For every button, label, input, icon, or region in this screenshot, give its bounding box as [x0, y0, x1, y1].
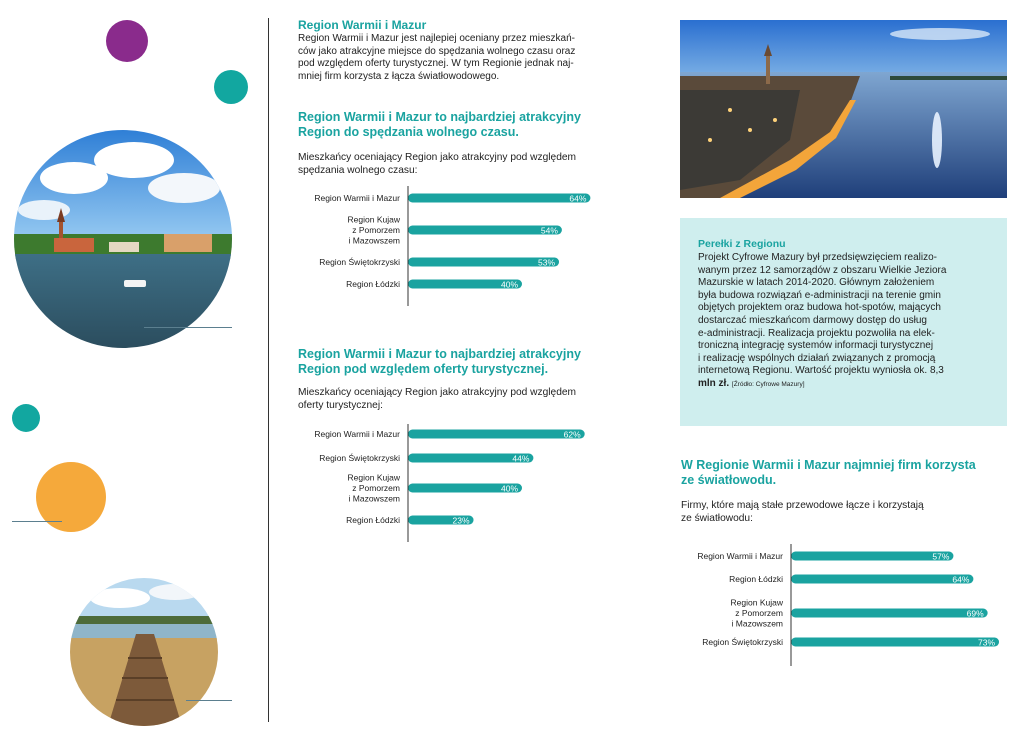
deco-rule-3 — [186, 700, 232, 701]
bar-value-label: 62% — [563, 429, 581, 440]
category-label: Region Warmii i Mazur — [314, 193, 400, 203]
category-label: i Mazowszem — [348, 493, 400, 504]
bar — [408, 258, 559, 267]
night-town-photo — [680, 20, 1007, 198]
panel-line: internetową Regionu. Wartość projektu wyniosła ok. 8,3 — [698, 365, 944, 377]
section1-subtitle-line: Mieszkańcy oceniający Region jako atrakcyjny pod względem — [298, 152, 577, 163]
panel-line: dostarczać mieszkańcom darmowy dostęp do usług — [698, 314, 927, 326]
bar-value-label: 40% — [500, 279, 518, 290]
bar-value-label: 53% — [538, 257, 556, 268]
teal-circle-mid — [12, 404, 40, 432]
panel-line: objętych projektem oraz budowa hot-spotów, mających — [698, 302, 941, 314]
section3-heading — [681, 458, 1011, 488]
panel-last-line — [698, 378, 993, 392]
bar-value-label: 69% — [966, 608, 984, 619]
category-label: Region Warmii i Mazur — [314, 429, 400, 439]
chart-tourism — [298, 420, 628, 546]
purple-circle — [106, 20, 148, 62]
section1-subtitle-line: spędzania wolnego czasu: — [298, 164, 418, 176]
deco-rule-2 — [12, 521, 62, 522]
section1-heading-line: Region Warmii i Mazur to najbardziej atrakcyjny — [298, 110, 581, 124]
section1-heading-line: Region do spędzania wolnego czasu. — [298, 125, 519, 139]
intro-line: mniej firm korzysta z łącza światłowodowego. — [298, 70, 500, 82]
intro-line: pod względem oferty turystycznej. W tym Regionie jednak naj- — [298, 58, 574, 70]
bar — [791, 638, 999, 647]
chart-leisure — [298, 182, 628, 312]
panel-line: e-administracji. Realizacja projektu pozwoliła na elek- — [698, 327, 935, 339]
bar-value-label: 40% — [500, 483, 518, 494]
chart-leisure-svg — [298, 182, 628, 312]
panel-title: Perełki z Regionu — [698, 238, 786, 250]
bar-value-label: 73% — [978, 637, 996, 648]
bar — [791, 609, 988, 618]
category-label: z Pomorzem — [735, 608, 783, 618]
category-label: z Pomorzem — [352, 225, 400, 235]
chart-fiber-svg — [681, 540, 1011, 670]
panel-line: troniczną integrację systemów informacji turystycznej — [698, 340, 934, 352]
bar — [408, 226, 562, 235]
category-label: Region Świętokrzyski — [319, 453, 400, 463]
section3-subtitle-line: ze światłowodu: — [681, 512, 753, 524]
category-label: i Mazowszem — [348, 235, 400, 246]
intro-line: Region Warmii i Mazur jest najlepiej oceniany przez mieszkań- — [298, 33, 575, 44]
section2-subtitle — [298, 387, 638, 412]
section2-heading — [298, 347, 638, 377]
category-label: Region Świętokrzyski — [319, 257, 400, 267]
bar-value-label: 44% — [512, 453, 530, 464]
section1-heading — [298, 110, 638, 140]
column-divider — [268, 18, 269, 722]
bar — [408, 194, 590, 203]
intro-block — [298, 18, 628, 83]
panel-source: [Źródło: Cyfrowe Mazury] — [731, 380, 805, 388]
section2-subtitle-line: Mieszkańcy oceniający Region jako atrakcyjny pod względem — [298, 387, 577, 398]
section3-subtitle-line: Firmy, które mają stałe przewodowe łącze i korzystają — [681, 500, 924, 511]
panel-amount: mln zł. — [698, 377, 730, 389]
teal-circle-top — [214, 70, 248, 104]
category-label: Region Warmii i Mazur — [697, 551, 783, 561]
section2-heading-line: Region pod względem oferty turystycznej. — [298, 362, 549, 376]
panel-line: wanym przez 12 samorządów z obszaru Wielkie Jeziora — [698, 264, 947, 276]
intro-title: Region Warmii i Mazur — [298, 18, 427, 32]
chart-tourism-svg — [298, 420, 628, 546]
bar — [791, 575, 973, 584]
section2-subtitle-line: oferty turystycznej: — [298, 399, 383, 411]
bar-value-label: 23% — [452, 515, 470, 526]
category-label: Region Łódzki — [346, 515, 400, 525]
panel-line: Projekt Cyfrowe Mazury był przedsięwzięciem realizo- — [698, 252, 937, 263]
town-lake-photo — [14, 130, 232, 348]
bar — [791, 552, 953, 561]
section3-heading-line: W Regionie Warmii i Mazur najmniej firm korzysta — [681, 458, 976, 472]
section3-subtitle — [681, 500, 1011, 525]
bar-value-label: 64% — [569, 193, 587, 204]
category-label: Region Kujaw — [347, 472, 400, 483]
bar-value-label: 57% — [932, 551, 950, 562]
pier-photo — [70, 578, 218, 726]
section2-heading-line: Region Warmii i Mazur to najbardziej atrakcyjny — [298, 347, 581, 361]
category-label: Region Kujaw — [730, 597, 783, 608]
category-label: z Pomorzem — [352, 483, 400, 493]
deco-rule-1 — [144, 327, 232, 328]
bar-value-label: 54% — [540, 225, 558, 236]
bar — [408, 430, 585, 439]
category-label: Region Łódzki — [729, 574, 783, 584]
highlights-panel — [680, 218, 1007, 426]
category-label: Region Kujaw — [347, 214, 400, 225]
chart-fiber — [681, 540, 1011, 670]
section1-subtitle — [298, 152, 638, 177]
section3-heading-line: ze światłowodu. — [681, 473, 777, 487]
panel-line: i realizację wspólnych działań związanych z promocją — [698, 352, 936, 364]
intro-line: ców jako atrakcyjne miejsce do spędzania wolnego czasu oraz — [298, 45, 576, 57]
category-label: i Mazowszem — [731, 618, 783, 629]
panel-line: była budowa rozwiązań e-administracji na terenie gmin — [698, 289, 941, 301]
category-label: Region Łódzki — [346, 279, 400, 289]
category-label: Region Świętokrzyski — [702, 637, 783, 647]
panel-line: Mazurskie w latach 2014-2020. Głównym założeniem — [698, 277, 935, 289]
bar-value-label: 64% — [952, 574, 970, 585]
